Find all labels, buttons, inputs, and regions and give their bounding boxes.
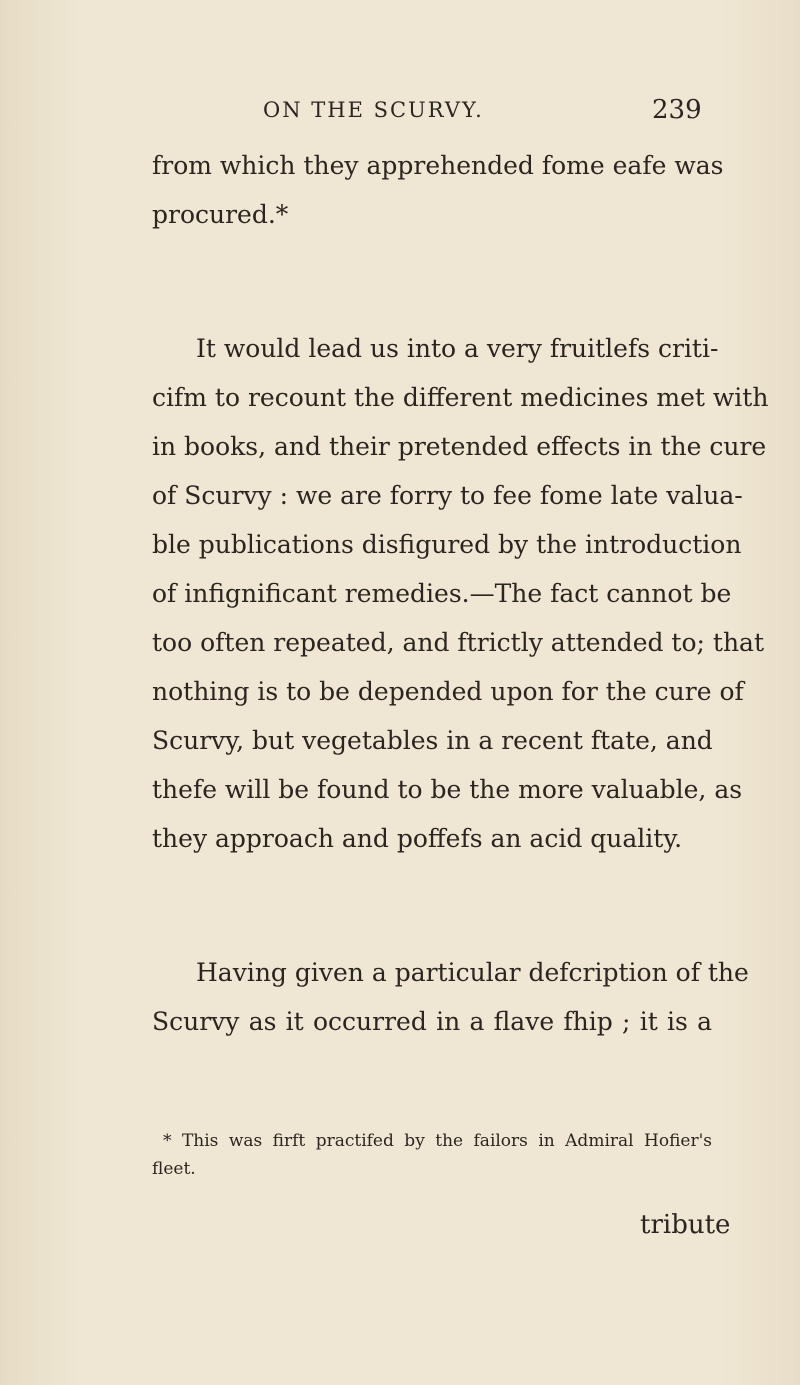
running-head (0, 95, 800, 138)
text-line: of infignificant remedies.—The fact cannot be (152, 579, 732, 608)
text-line: from which they apprehended fome eafe was (152, 151, 724, 180)
text-line: nothing is to be depended upon for the cure of (152, 677, 744, 706)
text-line: Having given a particular defcription of the (196, 958, 749, 987)
text-line: thefe will be found to be the more valuable, as (152, 775, 743, 804)
page-number: 239 (652, 95, 702, 125)
text-line: of Scurvy : we are forry to fee fome late valua- (152, 481, 743, 510)
text-line: procured.* (152, 200, 289, 229)
text-line: Scurvy, but vegetables in a recent ftate, and (152, 726, 713, 755)
text-line: Scurvy as it occurred in a flave fhip ; it is a (152, 1007, 712, 1036)
footnote-line: * This was firft practifed by the failors in Admiral Hofier's (163, 1131, 712, 1151)
text-line: they approach and poffefs an acid quality. (152, 824, 683, 853)
text-line: too often repeated, and ftrictly attended to; that (152, 628, 764, 657)
catchword: tribute (640, 1210, 731, 1240)
text-line: It would lead us into a very fruitlefs criti- (196, 334, 719, 363)
text-line: cifm to recount the different medicines met with (152, 383, 769, 412)
running-title: ON THE SCURVY. (263, 98, 484, 122)
text-line: in books, and their pretended effects in the cure (152, 432, 767, 461)
text-line: ble publications disfigured by the introduction (152, 530, 742, 559)
footnote-line: fleet. (152, 1159, 196, 1179)
